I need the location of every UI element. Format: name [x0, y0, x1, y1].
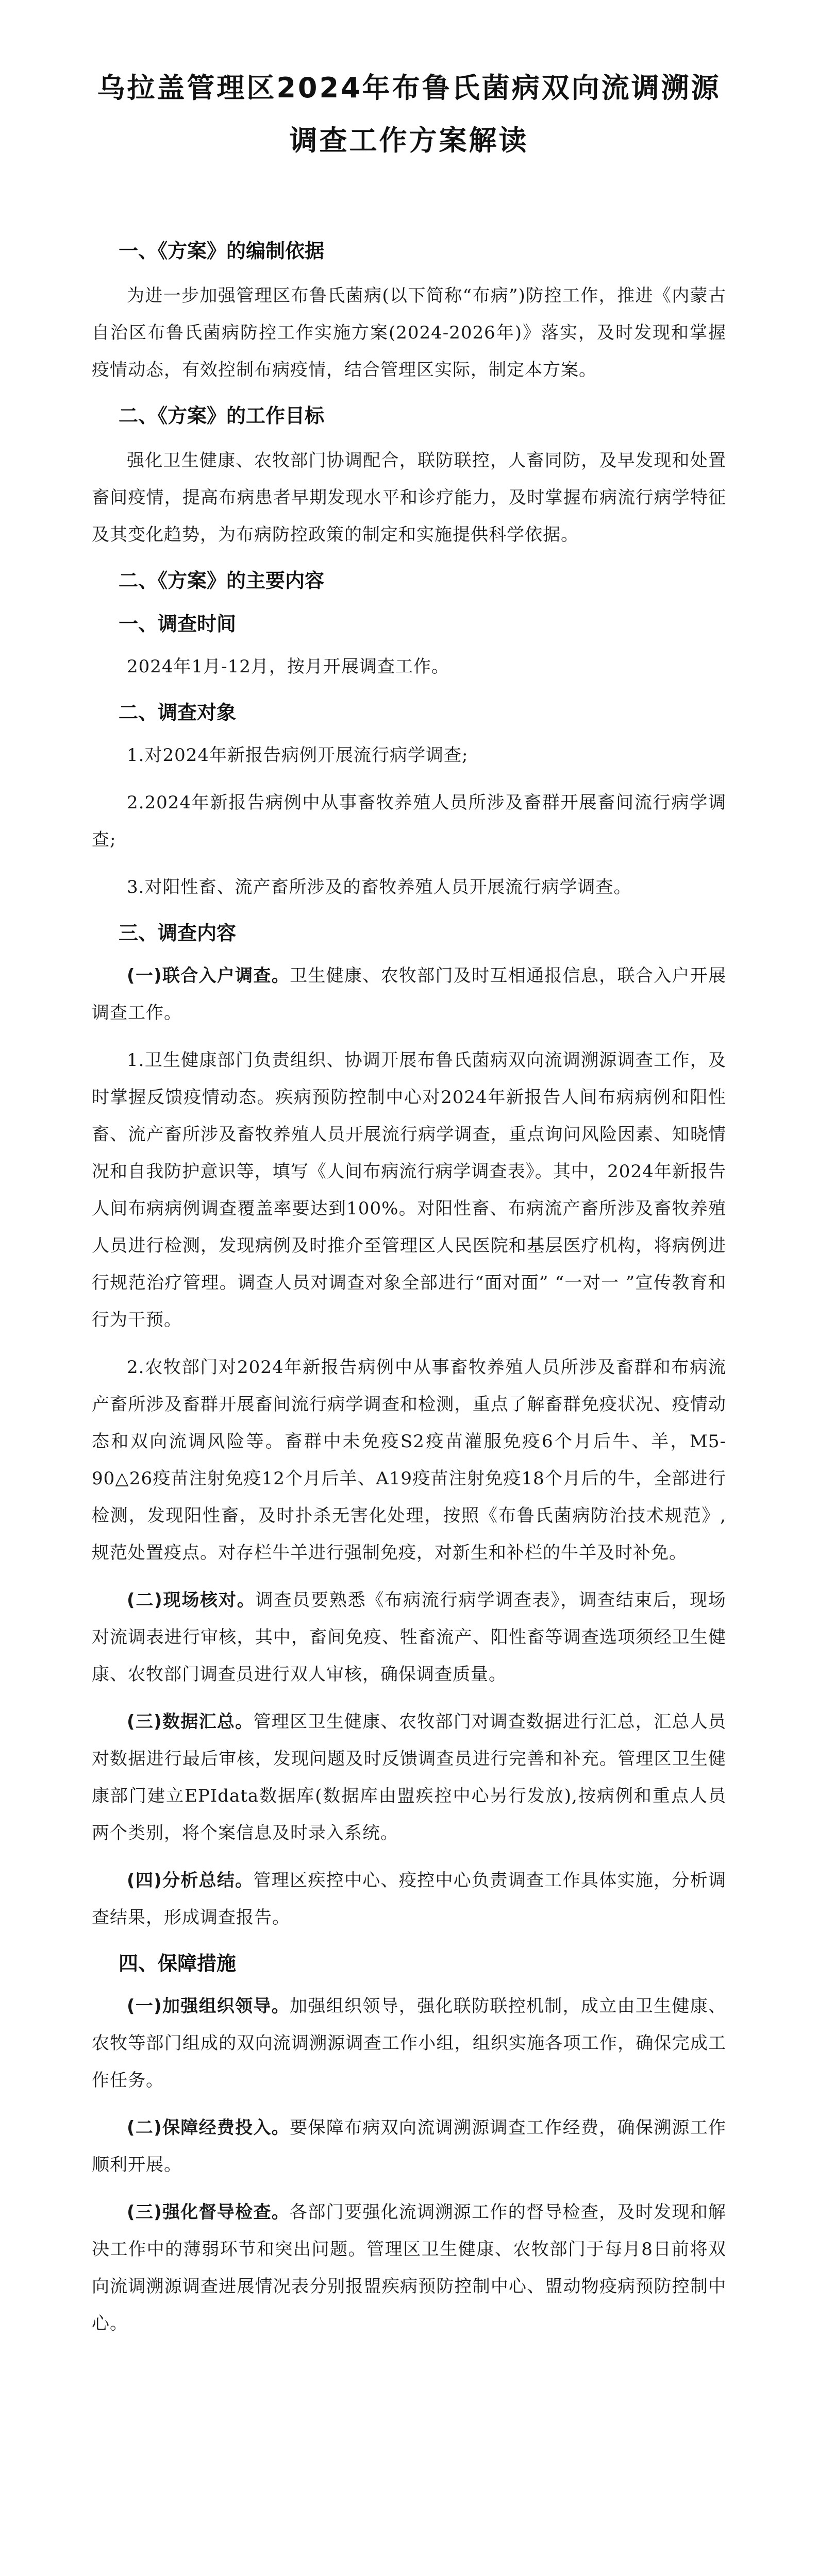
- text-field-check: 调查员要熟悉《布病流行病学调查表》，调查结束后，现场对流调表进行审核，其中，畜间免疫、牲畜流产、阳性畜等调查选项须经卫生健康、农牧部门调查员进行双人审核，确保调查质量。: [92, 1590, 727, 1685]
- lead-funding: (二)保障经费投入。: [127, 2117, 290, 2138]
- lead-leadership: (一)加强组织领导。: [127, 1996, 290, 2016]
- subheading-survey-targets: 二、调查对象: [119, 701, 237, 724]
- paragraph-survey-time: 2024年1月-12月，按月开展调查工作。: [127, 656, 449, 677]
- paragraph-target-2: 2.2024年新报告病例中从事畜牧养殖人员所涉及畜群开展畜间流行病学调查;: [92, 792, 726, 850]
- text-data-summary: 管理区卫生健康、农牧部门对调查数据进行汇总，汇总人员对数据进行最后审核，发现问题及时反馈调查员进行完善和补充。管理区卫生健康部门建立EPIdata数据库(数据库由盟疾控中心另行发放),按病例和重点人员两个类别，将个案信息及时录入系统。: [92, 1711, 726, 1843]
- paragraph-target-1: 1.对2024年新报告病例开展流行病学调查;: [127, 745, 469, 766]
- paragraph-analysis: [92, 1862, 726, 1936]
- paragraph-goals: 强化卫生健康、农牧部门协调配合，联防联控，人畜同防，及早发现和处置畜间疫情，提高布病患者早期发现水平和诊疗能力，及时掌握布病流行病学特征及其变化趋势，为布病防控政策的制定和实施提供科学依据。: [92, 450, 726, 545]
- subheading-survey-time: 一、调查时间: [119, 613, 237, 635]
- paragraph-basis: 为进一步加强管理区布鲁氏菌病(以下简称“布病”)防控工作，推进《内蒙古自治区布鲁氏菌病防控工作实施方案(2024-2026年)》落实，及时发现和掌握疫情动态，有效控制布病疫情，结合管理区实际，制定本方案。: [92, 285, 726, 380]
- paragraph-joint-survey: [92, 957, 726, 1031]
- title-line-2: 调查工作方案解读: [289, 124, 529, 157]
- lead-data-summary: (三)数据汇总。: [127, 1711, 254, 1732]
- paragraph-data-summary: [92, 1703, 726, 1852]
- text-supervision: 各部门要强化流调溯源工作的督导检查，及时发现和解决工作中的薄弱环节和突出问题。管理区卫生健康、农牧部门于每月8日前将双向流调溯源调查进展情况表分别报盟疾病预防控制中心、盟动物疫病预防控制中心。: [92, 2202, 727, 2334]
- paragraph-supervision: [92, 2194, 726, 2342]
- lead-field-check: (二)现场核对。: [127, 1590, 256, 1611]
- subheading-survey-content: 三、调查内容: [119, 922, 237, 944]
- paragraph-agri-dept: 2.农牧部门对2024年新报告病例中从事畜牧养殖人员所涉及畜群和布病流产畜所涉及畜群开展畜间流行病学调查和检测，重点了解畜群免疫状况、疫情动态和双向流调风险等。畜群中未免疫S2疫苗灌服免疫6个月后牛、羊，M5-90△26疫苗注射免疫12个月后羊、A19疫苗注射免疫18个月后的牛，全部进行检测，发现阳性畜，及时扑杀无害化处理，按照《布鲁氏菌病防治技术规范》,规范处置疫点。对存栏牛羊进行强制免疫，对新生和补栏的牛羊及时补免。: [92, 1357, 726, 1563]
- paragraph-target-3: 3.对阳性畜、流产畜所涉及的畜牧养殖人员开展流行病学调查。: [127, 877, 632, 897]
- section-heading-basis: 一、《方案》的编制依据: [119, 240, 325, 262]
- paragraph-leadership: [92, 1988, 726, 2099]
- section-heading-goals: 二、《方案》的工作目标: [119, 404, 325, 427]
- section-heading-content: 二、《方案》的主要内容: [119, 569, 325, 592]
- paragraph-health-dept: 1.卫生健康部门负责组织、协调开展布鲁氏菌病双向流调溯源调查工作，及时掌握反馈疫情动态。疾病预防控制中心对2024年新报告人间布病病例和阳性畜、流产畜所涉及畜牧养殖人员开展流行病学调查，重点询问风险因素、知晓情况和自我防护意识等，填写《人间布病流行病学调查表》。其中，2024年新报告人间布病病例调查覆盖率要达到100%。对阳性畜、布病流产畜所涉及畜牧养殖人员进行检测，发现病例及时推介至管理区人民医院和基层医疗机构，将病例进行规范治疗管理。调查人员对调查对象全部进行“面对面” “一对一 ”宣传教育和行为干预。: [92, 1050, 726, 1330]
- paragraph-field-check: [92, 1582, 726, 1693]
- text-analysis: 管理区疾控中心、疫控中心负责调查工作具体实施，分析调查结果，形成调查报告。: [92, 1870, 726, 1928]
- lead-analysis: (四)分析总结。: [127, 1870, 254, 1891]
- lead-supervision: (三)强化督导检查。: [127, 2202, 290, 2223]
- text-joint-survey: 卫生健康、农牧部门及时互相通报信息，联合入户开展调查工作。: [92, 965, 727, 1023]
- text-leadership: 加强组织领导，强化联防联控机制，成立由卫生健康、农牧等部门组成的双向流调溯源调查工作小组，组织实施各项工作，确保完成工作任务。: [92, 1996, 727, 2091]
- subheading-safeguards: 四、保障措施: [119, 1952, 237, 1975]
- title-line-1: 乌拉盖管理区2024年布鲁氏菌病双向流调溯源: [97, 72, 721, 104]
- lead-joint-survey: (一)联合入户调查。: [127, 965, 290, 986]
- document-title: [92, 62, 726, 167]
- paragraph-funding: [92, 2109, 726, 2183]
- text-funding: 要保障布病双向流调溯源调查工作经费，确保溯源工作顺利开展。: [92, 2117, 727, 2175]
